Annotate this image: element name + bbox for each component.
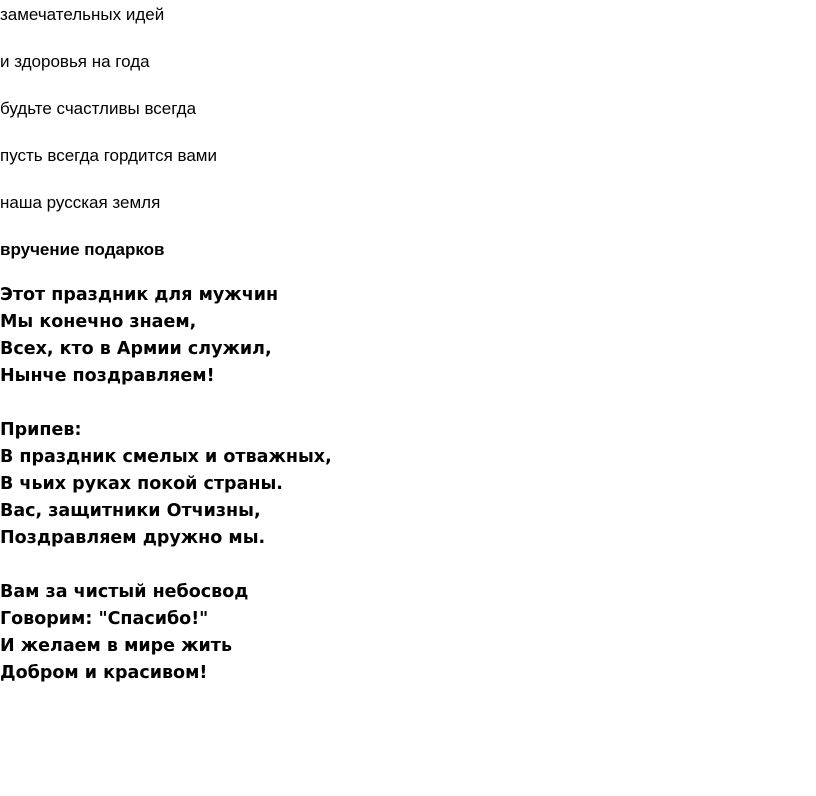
verse-1: [0, 282, 332, 390]
section-heading: вручение подарков: [0, 240, 165, 259]
greeting-line: пусть всегда гордится вами: [0, 146, 217, 165]
greeting-line: будьте счастливы всегда: [0, 99, 197, 118]
lyric-line: Поздравляем дружно мы.: [0, 528, 266, 548]
greeting-lines: [0, 3, 217, 262]
chorus-label: Припев:: [0, 420, 82, 440]
song-lyrics: [0, 282, 332, 687]
lyric-line: Вас, защитники Отчизны,: [0, 501, 261, 521]
lyric-line: В праздник смелых и отважных,: [0, 447, 332, 467]
chorus: [0, 417, 332, 552]
greeting-line: и здоровья на года: [0, 52, 150, 71]
lyric-line: Этот праздник для мужчин: [0, 285, 279, 305]
lyric-line: Вам за чистый небосвод: [0, 582, 249, 602]
lyric-line: И желаем в мире жить: [0, 636, 233, 656]
greeting-line: наша русская земля: [0, 193, 161, 212]
verse-2: [0, 579, 332, 687]
lyric-line: В чьих руках покой страны.: [0, 474, 283, 494]
lyric-line: Мы конечно знаем,: [0, 312, 197, 332]
lyric-line: Нынче поздравляем!: [0, 366, 215, 386]
lyric-line: Добром и красивом!: [0, 663, 208, 683]
lyric-line: Всех, кто в Армии служил,: [0, 339, 272, 359]
lyric-line: Говорим: "Спасибо!": [0, 609, 209, 629]
greeting-line: замечательных идей: [0, 5, 165, 24]
